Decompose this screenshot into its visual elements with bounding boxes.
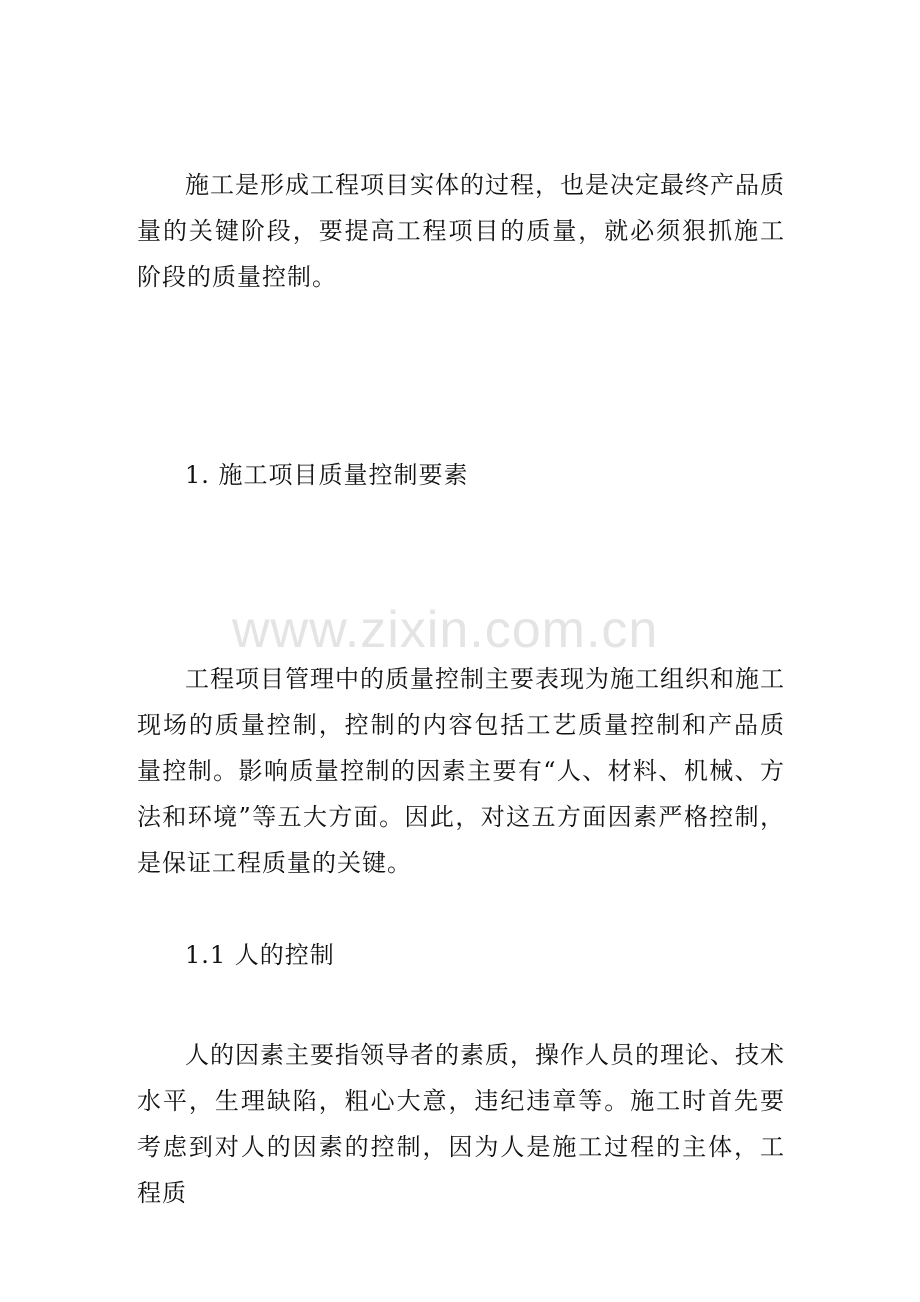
section-1-paragraph: 工程项目管理中的质量控制主要表现为施工组织和施工现场的质量控制，控制的内容包括工艺质量控制和产品质量控制。影响质量控制的因素主要有“人、材料、机械、方法和环境”等五大方面。因此，对这五方面因素严格控制，是保证工程质量的关键。 xyxy=(137,665,785,877)
watermark: www.zixin.com.cn xyxy=(232,601,659,659)
section-heading-1: 1. 施工项目质量控制要素 xyxy=(185,461,469,489)
subsection-heading-1-1: 1.1 人的控制 xyxy=(185,941,335,969)
subsection-1-1-paragraph: 人的因素主要指领导者的素质，操作人员的理论、技术水平，生理缺陷，粗心大意，违纪违章等。施工时首先要考虑到对人的因素的控制，因为人是施工过程的主体，工程质 xyxy=(137,1041,785,1207)
intro-paragraph: 施工是形成工程项目实体的过程，也是决定最终产品质量的关键阶段，要提高工程项目的质量，就必须狠抓施工阶段的质量控制。 xyxy=(137,171,785,291)
